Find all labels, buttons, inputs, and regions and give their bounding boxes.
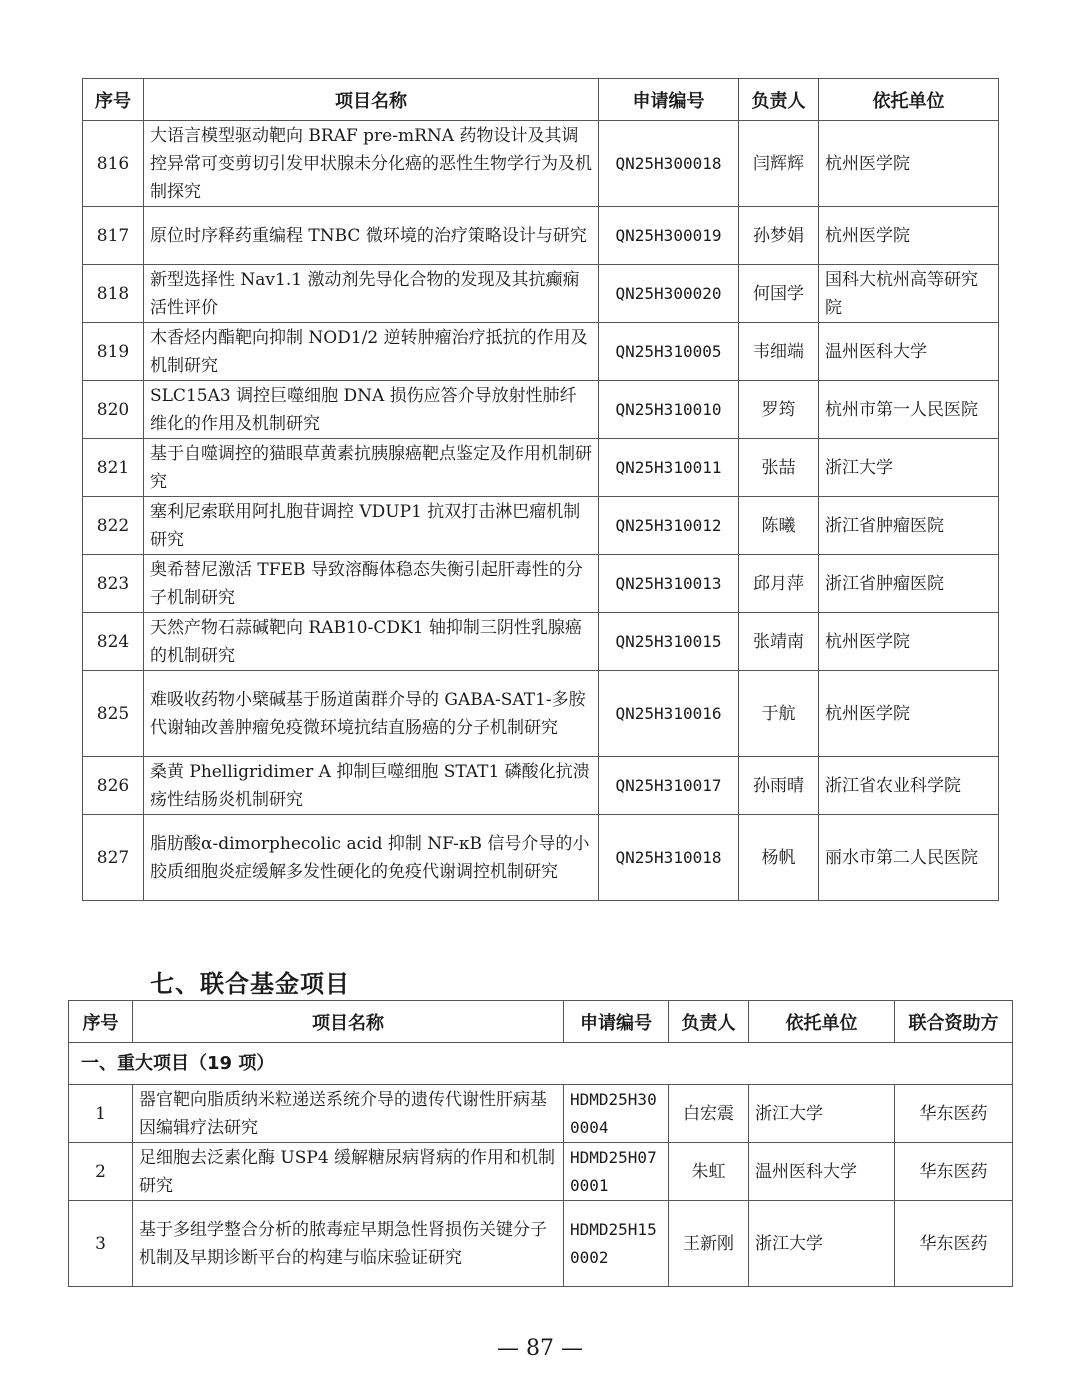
row-unit: 浙江省农业科学院 (819, 757, 999, 815)
row-person: 白宏震 (669, 1085, 749, 1143)
row-unit: 丽水市第二人民医院 (819, 815, 999, 901)
row-unit: 杭州医学院 (819, 121, 999, 207)
row-no: 3 (69, 1201, 133, 1287)
row-title: 大语言模型驱动靶向 BRAF pre-mRNA 药物设计及其调控异常可变剪切引发甲状腺未分化癌的恶性生物学行为及机制探究 (144, 121, 599, 207)
table-row (69, 1201, 1013, 1287)
row-person: 张喆 (739, 439, 819, 497)
row-code: QN25H310005 (599, 323, 739, 381)
row-unit: 温州医科大学 (819, 323, 999, 381)
row-funder: 华东医药 (895, 1085, 1013, 1143)
row-title: SLC15A3 调控巨噬细胞 DNA 损伤应答介导放射性肺纤维化的作用及机制研究 (144, 381, 599, 439)
row-title: 原位时序释药重编程 TNBC 微环境的治疗策略设计与研究 (144, 207, 599, 265)
row-code: QN25H310012 (599, 497, 739, 555)
table-row (83, 757, 999, 815)
row-code: HDMD25H150002 (564, 1201, 669, 1287)
row-unit: 杭州医学院 (819, 613, 999, 671)
page-number: — 87 — (497, 1336, 583, 1361)
header-unit: 依托单位 (749, 1001, 895, 1043)
row-title: 天然产物石蒜碱靶向 RAB10-CDK1 轴抑制三阴性乳腺癌的机制研究 (144, 613, 599, 671)
row-no: 823 (83, 555, 144, 613)
row-person: 孙梦娟 (739, 207, 819, 265)
row-code: QN25H310016 (599, 671, 739, 757)
header-code: 申请编号 (599, 79, 739, 121)
row-no: 824 (83, 613, 144, 671)
table-row (69, 1085, 1013, 1143)
header-title: 项目名称 (133, 1001, 564, 1043)
row-no: 827 (83, 815, 144, 901)
row-title: 塞利尼索联用阿扎胞苷调控 VDUP1 抗双打击淋巴瘤机制研究 (144, 497, 599, 555)
header-funder: 联合资助方 (895, 1001, 1013, 1043)
row-title: 新型选择性 Nav1.1 激动剂先导化合物的发现及其抗癫痫活性评价 (144, 265, 599, 323)
table-row (83, 265, 999, 323)
row-no: 822 (83, 497, 144, 555)
table-row (83, 497, 999, 555)
row-no: 2 (69, 1143, 133, 1201)
row-no: 825 (83, 671, 144, 757)
row-no: 817 (83, 207, 144, 265)
row-person: 邱月萍 (739, 555, 819, 613)
header-no: 序号 (69, 1001, 133, 1043)
section-title: 七、联合基金项目 (150, 970, 350, 998)
row-code: QN25H310011 (599, 439, 739, 497)
header-no: 序号 (83, 79, 144, 121)
project-table-joint-fund (68, 1000, 1013, 1287)
row-person: 孙雨晴 (739, 757, 819, 815)
row-title: 桑黄 Phelligridimer A 抑制巨噬细胞 STAT1 磷酸化抗溃疡性结肠炎机制研究 (144, 757, 599, 815)
table-row (83, 121, 999, 207)
row-person: 罗筠 (739, 381, 819, 439)
row-title: 基于自噬调控的猫眼草黄素抗胰腺癌靶点鉴定及作用机制研究 (144, 439, 599, 497)
table-row (83, 613, 999, 671)
row-person: 陈曦 (739, 497, 819, 555)
row-no: 826 (83, 757, 144, 815)
row-title: 基于多组学整合分析的脓毒症早期急性肾损伤关键分子机制及早期诊断平台的构建与临床验证研究 (133, 1201, 564, 1287)
group-label: 一、重大项目（19 项） (69, 1043, 1013, 1085)
row-title: 足细胞去泛素化酶 USP4 缓解糖尿病肾病的作用和机制研究 (133, 1143, 564, 1201)
row-no: 818 (83, 265, 144, 323)
table-row (83, 439, 999, 497)
table-row (83, 381, 999, 439)
row-person: 张靖南 (739, 613, 819, 671)
row-code: QN25H300020 (599, 265, 739, 323)
row-title: 脂肪酸α-dimorphecolic acid 抑制 NF-κB 信号介导的小胶质细胞炎症缓解多发性硬化的免疫代谢调控机制研究 (144, 815, 599, 901)
row-unit: 浙江省肿瘤医院 (819, 497, 999, 555)
row-unit: 杭州医学院 (819, 671, 999, 757)
row-title: 木香烃内酯靶向抑制 NOD1/2 逆转肿瘤治疗抵抗的作用及机制研究 (144, 323, 599, 381)
table-row (83, 671, 999, 757)
row-person: 于航 (739, 671, 819, 757)
row-title: 奥希替尼激活 TFEB 导致溶酶体稳态失衡引起肝毒性的分子机制研究 (144, 555, 599, 613)
row-no: 820 (83, 381, 144, 439)
row-unit: 浙江大学 (819, 439, 999, 497)
project-table-youth (82, 78, 999, 901)
row-unit: 杭州市第一人民医院 (819, 381, 999, 439)
table-row (83, 207, 999, 265)
row-no: 816 (83, 121, 144, 207)
row-code: QN25H310013 (599, 555, 739, 613)
row-no: 819 (83, 323, 144, 381)
row-code: QN25H300018 (599, 121, 739, 207)
row-code: QN25H310017 (599, 757, 739, 815)
header-title: 项目名称 (144, 79, 599, 121)
row-unit: 国科大杭州高等研究院 (819, 265, 999, 323)
row-unit: 浙江省肿瘤医院 (819, 555, 999, 613)
header-person: 负责人 (669, 1001, 749, 1043)
row-code: QN25H300019 (599, 207, 739, 265)
table-header-row (69, 1001, 1013, 1043)
row-person: 闫辉辉 (739, 121, 819, 207)
row-code: QN25H310010 (599, 381, 739, 439)
table-row (83, 815, 999, 901)
header-person: 负责人 (739, 79, 819, 121)
table-row (83, 323, 999, 381)
row-person: 朱虹 (669, 1143, 749, 1201)
row-person: 王新刚 (669, 1201, 749, 1287)
row-person: 韦细端 (739, 323, 819, 381)
table-header-row (83, 79, 999, 121)
table-row (69, 1143, 1013, 1201)
row-unit: 浙江大学 (749, 1085, 895, 1143)
row-unit: 温州医科大学 (749, 1143, 895, 1201)
row-title: 难吸收药物小檗碱基于肠道菌群介导的 GABA-SAT1-多胺代谢轴改善肿瘤免疫微环境抗结直肠癌的分子机制研究 (144, 671, 599, 757)
row-funder: 华东医药 (895, 1201, 1013, 1287)
row-person: 何国学 (739, 265, 819, 323)
row-code: QN25H310015 (599, 613, 739, 671)
header-unit: 依托单位 (819, 79, 999, 121)
row-code: HDMD25H070001 (564, 1143, 669, 1201)
row-no: 821 (83, 439, 144, 497)
row-code: QN25H310018 (599, 815, 739, 901)
row-code: HDMD25H300004 (564, 1085, 669, 1143)
group-row (69, 1043, 1013, 1085)
row-funder: 华东医药 (895, 1143, 1013, 1201)
row-person: 杨帆 (739, 815, 819, 901)
table-row (83, 555, 999, 613)
row-unit: 浙江大学 (749, 1201, 895, 1287)
row-no: 1 (69, 1085, 133, 1143)
header-code: 申请编号 (564, 1001, 669, 1043)
row-unit: 杭州医学院 (819, 207, 999, 265)
row-title: 器官靶向脂质纳米粒递送系统介导的遗传代谢性肝病基因编辑疗法研究 (133, 1085, 564, 1143)
